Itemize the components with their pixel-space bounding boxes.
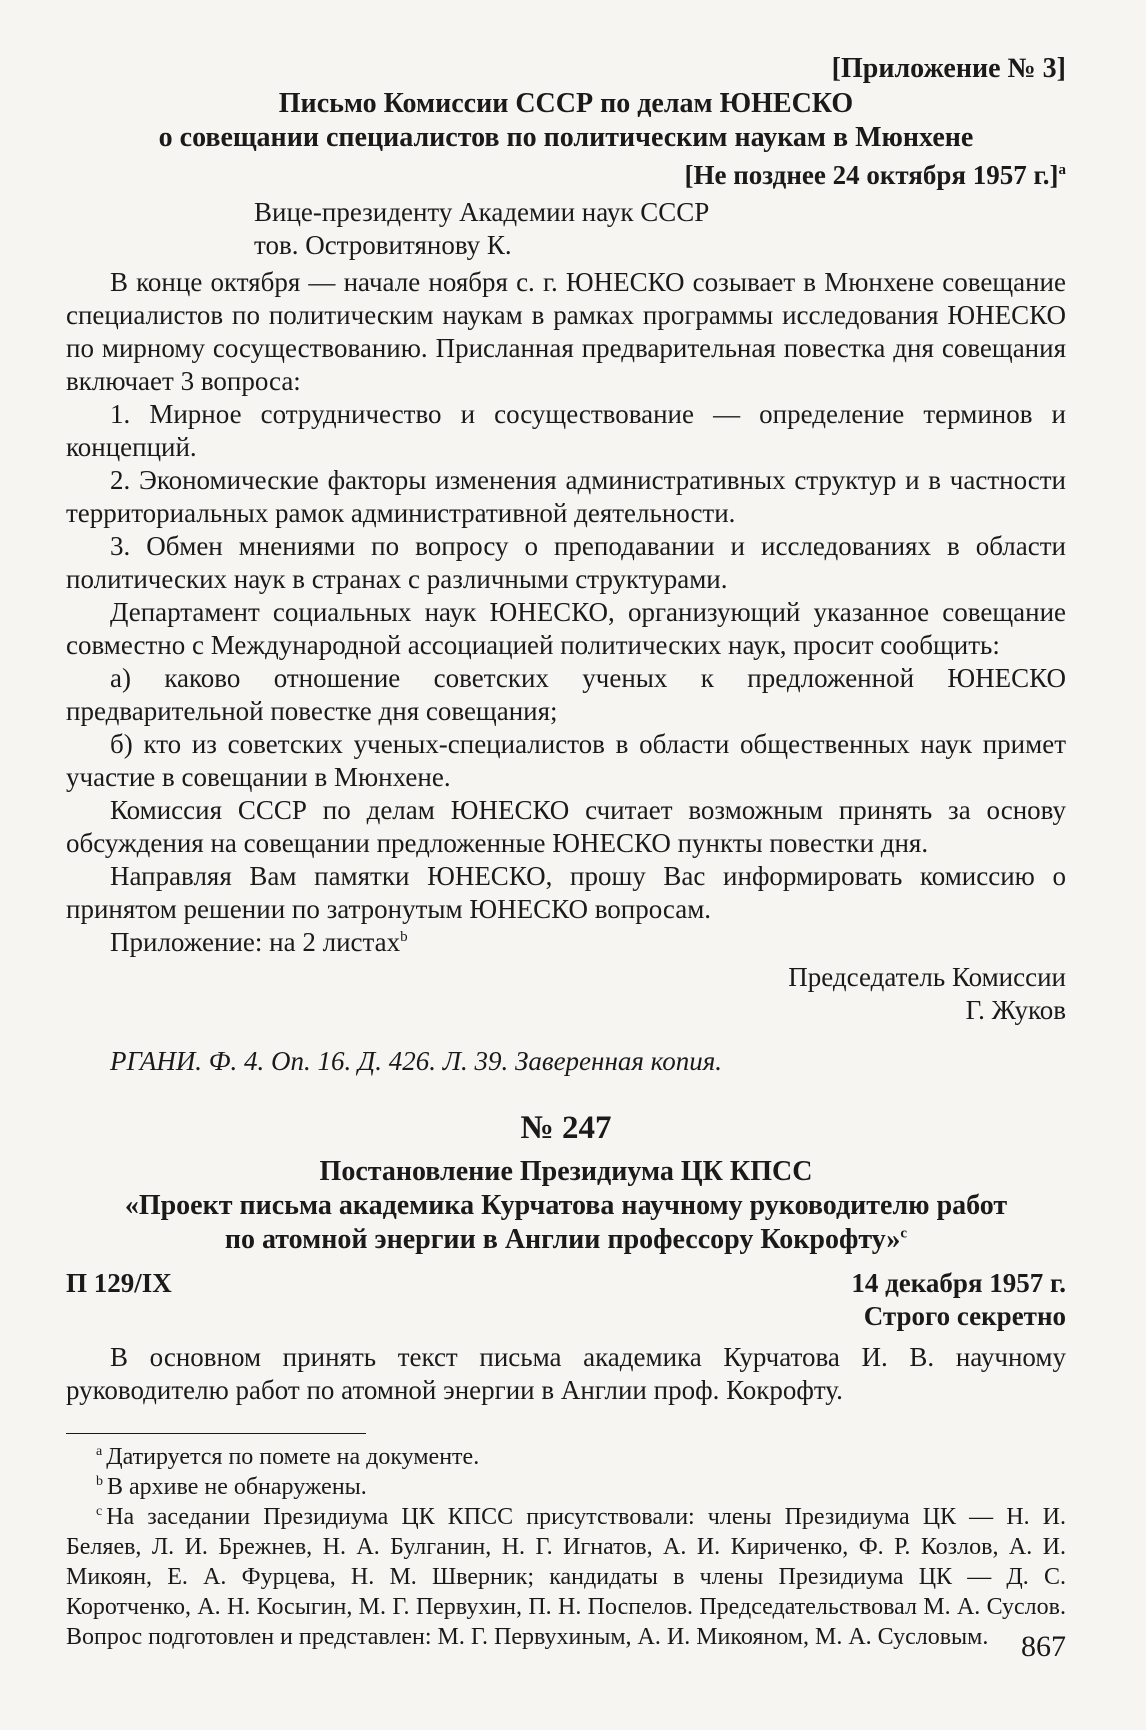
letter-paragraph: 1. Мирное сотрудничество и сосуществование — определение терминов и концепций.	[66, 399, 1066, 462]
footnote-c	[66, 1502, 1066, 1652]
protocol-number: П 129/IX	[66, 1268, 172, 1298]
attachment-text: Приложение: на 2 листах	[110, 927, 401, 957]
footnote-divider	[66, 1433, 366, 1434]
document-meta	[66, 1267, 1066, 1300]
footnote-ref-c: c	[900, 1225, 908, 1242]
footnotes	[66, 1442, 1066, 1652]
letter-paragraph: Направляя Вам памятки ЮНЕСКО, прошу Вас информировать комиссию о принятом решении по затронутым ЮНЕСКО вопросам.	[66, 861, 1066, 924]
footnote-mark: b	[96, 1474, 103, 1489]
footnote-mark: c	[96, 1504, 103, 1519]
attachment-note	[66, 926, 1066, 959]
letter-paragraph: В конце октября — начале ноября с. г. ЮНЕСКО созывает в Мюнхене совещание специалистов по политическим наукам в рамках программы исследования ЮНЕСКО по мирному сосуществованию. Присланная предварительная повестка дня совещания включает 3 вопроса:	[66, 267, 1066, 396]
letter-paragraph: 2. Экономические факторы изменения административных структур и в частности территориальных рамок административной деятельности.	[66, 465, 1066, 528]
addressee-line-2: тов. Островитянову К.	[254, 230, 512, 260]
footnote-a	[66, 1442, 1066, 1472]
letter-title-line-1: Письмо Комиссии СССР по делам ЮНЕСКО	[278, 88, 854, 119]
document-number: № 247	[520, 1110, 612, 1146]
footnote-text: Датируется по помете на документе.	[106, 1444, 480, 1470]
document-title-line-1: Постановление Президиума ЦК КПСС	[319, 1156, 813, 1187]
addressee	[254, 196, 1066, 262]
signature-name: Г. Жуков	[965, 995, 1066, 1025]
signature-block	[66, 961, 1066, 1027]
document-date: 14 декабря 1957 г.	[851, 1268, 1066, 1298]
letter-paragraph: 3. Обмен мнениями по вопросу о преподавании и исследованиях в области политических наук в странах с различными структурами.	[66, 531, 1066, 594]
letter-body	[66, 266, 1066, 959]
document-body: В основном принять текст письма академика Курчатова И. В. научному руководителю работ по атомной энергии в Англии проф. Кокрофту.	[66, 1342, 1066, 1405]
page-number: 867	[1021, 1630, 1066, 1663]
letter-paragraph: б) кто из советских ученых-специалистов в области общественных наук примет участие в совещании в Мюнхене.	[66, 729, 1066, 792]
footnote-ref-a: a	[1058, 162, 1066, 178]
classification-stamp: Строго секретно	[863, 1301, 1066, 1331]
signature-title: Председатель Комиссии	[788, 962, 1066, 992]
letter-date	[66, 159, 1066, 192]
footnote-b	[66, 1472, 1066, 1502]
letter-paragraph: Департамент социальных наук ЮНЕСКО, организующий указанное совещание совместно с Международной ассоциацией политических наук, просит сообщить:	[66, 597, 1066, 660]
footnote-text: На заседании Президиума ЦК КПСС присутствовали: члены Президиума ЦК — Н. И. Беляев, Л. И. Брежнев, Н. А. Булганин, Н. Г. Игнатов, А. И. Кириченко, Ф. Р. Козлов, А. И. Микоян, Е. А. Фурцева, Н. М. Шверник; кандидаты в члены Президиума ЦК — Д. С. Коротченко, А. Н. Косыгин, М. Г. Первухин, П. Н. Поспелов. Председательствовал М. А. Суслов. Вопрос подготовлен и представлен: М. Г. Первухиным, А. И. Микояном, М. А. Сусловым.	[66, 1504, 1066, 1650]
appendix-label: [Приложение № 3]	[831, 53, 1066, 84]
footnote-ref-b: b	[400, 929, 408, 945]
footnote-text: В архиве не обнаружены.	[107, 1474, 367, 1500]
document-title-line-3-text: по атомной энергии в Англии профессору Кокрофту»	[224, 1224, 901, 1255]
document-title	[66, 1155, 1066, 1257]
document-title-line-3	[66, 1223, 1066, 1257]
letter-paragraph: Комиссия СССР по делам ЮНЕСКО считает возможным принять за основу обсуждения на совещании предложенные ЮНЕСКО пункты повестки дня.	[66, 795, 1066, 858]
book-page	[66, 52, 1066, 1652]
letter-paragraph: а) каково отношение советских ученых к предложенной ЮНЕСКО предварительной повестке дня совещания;	[66, 663, 1066, 726]
archive-source: РГАНИ. Ф. 4. Оп. 16. Д. 426. Л. 39. Заверенная копия.	[110, 1046, 723, 1076]
document-title-line-2: «Проект письма академика Курчатова научному руководителю работ	[124, 1190, 1008, 1221]
footnote-mark: a	[96, 1444, 103, 1459]
letter-title-line-2: о совещании специалистов по политическим наукам в Мюнхене	[158, 122, 974, 153]
letter-date-text: [Не позднее 24 октября 1957 г.]	[684, 160, 1059, 190]
letter-title	[66, 87, 1066, 155]
addressee-line-1: Вице-президенту Академии наук СССР	[254, 197, 710, 227]
